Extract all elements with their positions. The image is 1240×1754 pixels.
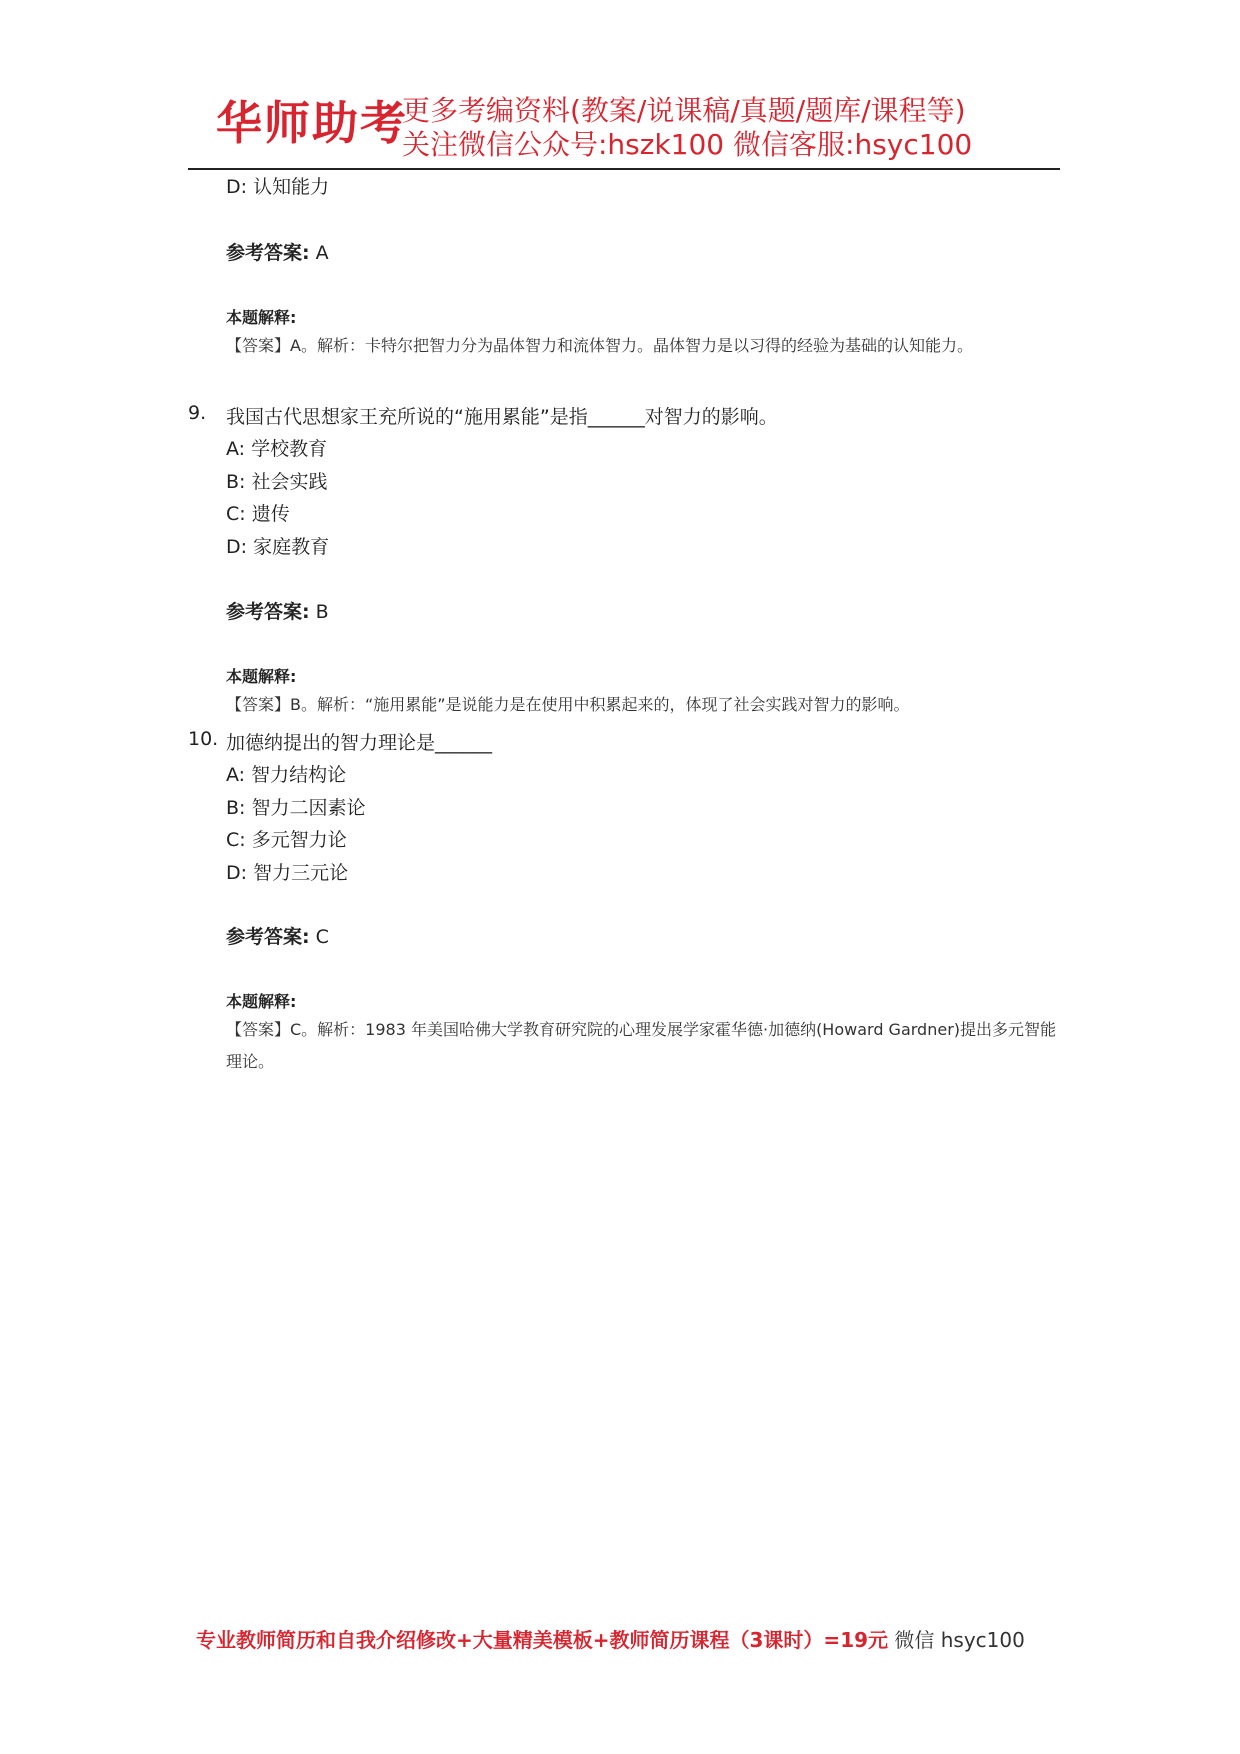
q10-answer-value: C: [309, 926, 329, 948]
q8-explanation-label: 本题解释:: [226, 308, 297, 327]
header-tagline-line-1: 更多考编资料(教案/说课稿/真题/题库/课程等): [402, 94, 966, 127]
q8-option-d: D: 认知能力: [226, 176, 330, 198]
q9-answer: [226, 597, 329, 624]
q8-answer-value: A: [309, 242, 329, 264]
header-divider: [188, 168, 1060, 170]
q9-explanation: 【答案】B。解析：“施用累能”是说能力是在使用中积累起来的，体现了社会实践对智力的影响。: [226, 695, 910, 714]
footer-promo-text: 专业教师简历和自我介绍修改+大量精美模板+教师简历课程（3课时）=19元: [196, 1628, 889, 1652]
q9-option-d: D: 家庭教育: [226, 536, 330, 558]
footer-wechat: 微信 hsyc100: [888, 1628, 1025, 1652]
footer-promo: [196, 1624, 1025, 1653]
q10-option-a: A: 智力结构论: [226, 764, 347, 786]
q10-option-b: B: 智力二因素论: [226, 797, 366, 819]
q9-option-a: A: 学校教育: [226, 438, 328, 460]
q9-option-b: B: 社会实践: [226, 471, 328, 493]
q10-option-d: D: 智力三元论: [226, 862, 349, 884]
q10-answer: [226, 922, 329, 949]
q9-explanation-label: 本题解释:: [226, 667, 297, 686]
q10-explanation-label: 本题解释:: [226, 992, 297, 1011]
q10-option-c: C: 多元智力论: [226, 829, 347, 851]
q9-answer-label: 参考答案:: [226, 601, 310, 623]
q9-number: 9.: [188, 402, 207, 424]
q9-option-c: C: 遗传: [226, 503, 290, 525]
q8-answer-label: 参考答案:: [226, 242, 310, 264]
header-tagline-line-2: 关注微信公众号:hszk100 微信客服:hsyc100: [402, 128, 973, 161]
brand-logo: 华师助考: [216, 96, 408, 150]
page-header: [188, 92, 1060, 170]
q8-answer: [226, 238, 329, 265]
q9-answer-value: B: [309, 601, 329, 623]
q10-number: 10.: [188, 728, 219, 750]
header-tagline: [402, 94, 972, 162]
q10-stem: 加德纳提出的智力理论是______: [226, 732, 493, 754]
q10-explanation: 【答案】C。解析：1983 年美国哈佛大学教育研究院的心理发展学家霍华德·加德纳(Howard Gardner)提出多元智能理论。: [226, 1020, 1057, 1071]
q9-stem: 我国古代思想家王充所说的“施用累能”是指______对智力的影响。: [226, 406, 778, 428]
q8-explanation: 【答案】A。解析：卡特尔把智力分为晶体智力和流体智力。晶体智力是以习得的经验为基础的认知能力。: [226, 336, 973, 355]
q10-answer-label: 参考答案:: [226, 926, 310, 948]
